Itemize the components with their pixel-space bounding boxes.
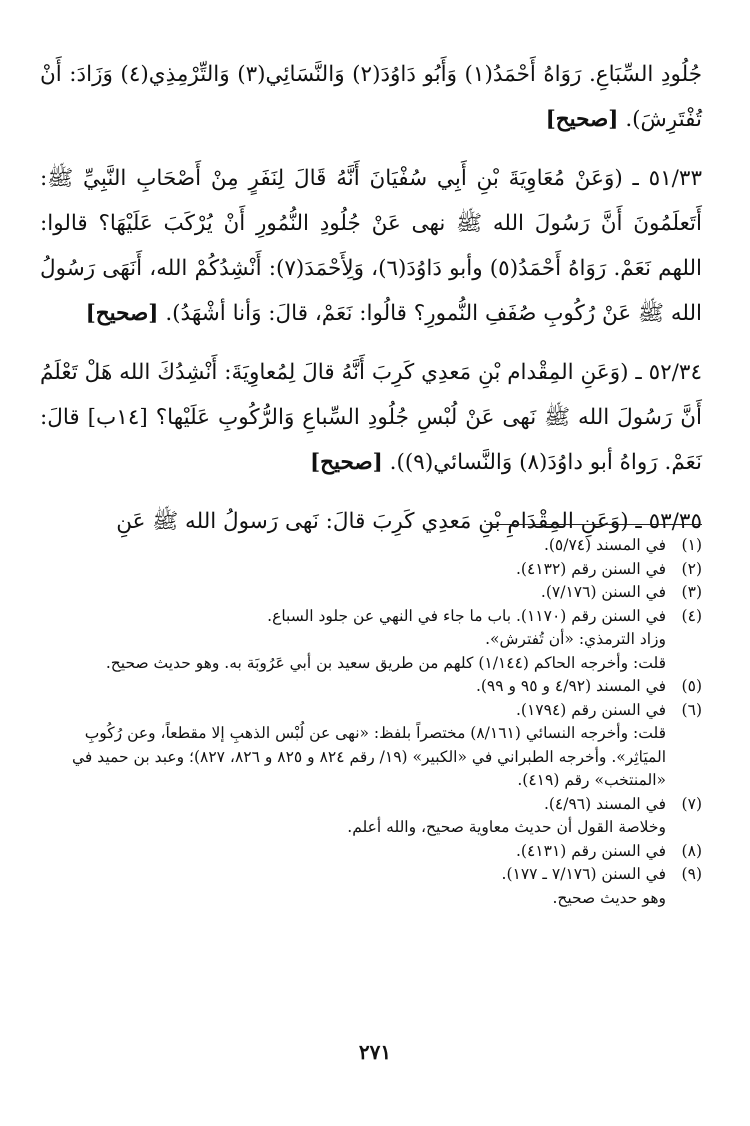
footnote-text bbox=[40, 699, 666, 723]
footnote-line: وهو حديث صحيح. bbox=[552, 888, 666, 907]
footnote-text bbox=[40, 558, 666, 582]
footnote-number: (٩) bbox=[681, 865, 702, 883]
paragraph-text: ٥٢/٣٤ ـ (وَعَنِ المِقْدام بْنِ مَعدِي كَرِبَ أَنَّهُ قالَ لِمُعاوِيَةَ: أَنْشِدُكَ الله هَلْ تَعْلَمُ أَنَّ رَسُولَ الله ﷺ نَهى عَنْ لُبْسِ جُلُودِ السِّباعِ وَالرُّكُوبِ عَلَيْها؟ [١٤ب] قالَ: نَعَمْ. رَواهُ أبو داوُدَ(٨) وَالنَّسائي(٩)). bbox=[40, 360, 703, 475]
footnote-text bbox=[40, 628, 666, 675]
footnote-text bbox=[40, 675, 666, 699]
footnote-text bbox=[40, 793, 666, 817]
footnote-number: (٧) bbox=[681, 794, 702, 813]
grade-label: [صحيح] bbox=[85, 301, 159, 326]
footnote-line: في السنن رقم (١١٧٠). باب ما جاء في النهي عن جلود السباع. bbox=[267, 606, 666, 625]
footnote-number: (٥) bbox=[681, 677, 702, 695]
footnote-number: (٣) bbox=[681, 583, 702, 601]
footnote bbox=[40, 699, 702, 723]
footnote-line: في المسند (٤/٩٢ و ٩٥ و ٩٩). bbox=[475, 677, 666, 695]
footnote-line: وزاد الترمذي: «أن تُفترش». bbox=[485, 630, 666, 648]
page-number: ٢٧١ bbox=[358, 1040, 392, 1064]
footnote-line: في السنن (٧/١٧٦ ـ ١٧٧). bbox=[501, 865, 666, 883]
footnote-divider bbox=[486, 524, 702, 525]
paragraph-text: جُلُودِ السِّبَاعِ. رَوَاهُ أَحْمَدُ(١) وَأَبُو دَاوُدَ(٢) وَالنَّسَائِي(٣) وَالتِّرْمِذِي(٤) وَزَادَ: أَنْ تُفْتَرِشَ). bbox=[40, 62, 702, 132]
footnote-text bbox=[40, 534, 666, 558]
footnote-text bbox=[40, 840, 666, 864]
footnote-text bbox=[40, 887, 666, 911]
footnote bbox=[40, 534, 702, 558]
paragraph-text: ٥٣/٣٥ ـ (وَعَنِ المِقْدَامِ بْنِ مَعدِي كَرِبَ قالَ: نَهى رَسولُ الله ﷺ عَنِ bbox=[116, 509, 702, 534]
footnote-text bbox=[40, 816, 666, 840]
paragraph-text: ٥١/٣٣ ـ (وَعَنْ مُعَاوِيَةَ بْنِ أَبِي سُفْيَانَ أَنَّهُ قَالَ لِنَفَرٍ مِنْ أَصْحَابِ النَّبِيِّ ﷺ: أَتَعلَمُونَ أَنَّ رَسُولَ الله ﷺ نهى عَنْ جُلُودِ النُّمُورِ أَنْ يُرْكَبَ عَلَيْهَا؟ قالوا: اللهم نَعَمْ. رَوَاهُ أَحْمَدُ(٥) وأبو دَاوُدَ(٦)، وَلِأَحْمَدَ(٧): أَنْشِدُكُمْ الله، أَنَهَى رَسُولُ الله ﷺ عَنْ رُكُوبِ صُفَفِ النُّمورِ؟ قالُوا: نَعَمْ، قالَ: وَأنا أشْهَدُ). bbox=[40, 166, 703, 326]
footnote bbox=[40, 722, 702, 793]
footnote bbox=[40, 863, 702, 887]
footnote-number: (٨) bbox=[681, 841, 702, 860]
footnote-line: في السنن رقم (١٧٩٤). bbox=[516, 700, 666, 719]
main-text bbox=[40, 52, 702, 544]
footnotes bbox=[40, 534, 702, 910]
footnote-line: في السنن (٧/١٧٦). bbox=[540, 583, 666, 601]
footnote bbox=[40, 840, 702, 864]
footnote bbox=[40, 675, 702, 699]
footnote-line: في المسند (٥/٧٤). bbox=[543, 536, 666, 554]
footnote-number: (٦) bbox=[681, 700, 702, 719]
footnote-text bbox=[40, 605, 666, 629]
footnote-text bbox=[40, 863, 666, 887]
footnote-line: في السنن رقم (٤١٣١). bbox=[516, 841, 666, 860]
footnote-text bbox=[40, 581, 666, 605]
footnote-number: (٢) bbox=[681, 559, 702, 578]
grade-label: [صحيح] bbox=[545, 107, 619, 132]
footnote-number: (٤) bbox=[681, 606, 702, 625]
footnote-line: في السنن رقم (٤١٣٢). bbox=[516, 559, 666, 578]
hadith-51 bbox=[40, 156, 702, 336]
paragraph-continuation bbox=[40, 52, 702, 142]
grade-label: [صحيح] bbox=[309, 450, 383, 475]
footnote-line: وخلاصة القول أن حديث معاوية صحيح، والله أعلم. bbox=[347, 818, 666, 836]
footnote bbox=[40, 793, 702, 817]
footnote bbox=[40, 816, 702, 840]
footnote bbox=[40, 605, 702, 629]
footnote-number: (١) bbox=[681, 536, 702, 554]
footnote bbox=[40, 581, 702, 605]
hadith-52 bbox=[40, 350, 702, 485]
footnote-text bbox=[40, 722, 666, 793]
footnote-line: في المسند (٤/٩٦). bbox=[543, 794, 666, 813]
footnote-line: قلت: وأخرجه النسائي (٨/١٦١) مختصراً بلفظ: «نهى عن لُبْس الذهبِ إلا مقطعاً، وعن رُكُوبِ الميَاثِر». وأخرجه الطبراني في «الكبير» (١٩/ رقم ٨٢٤ و ٨٢٥ و ٨٢٦، ٨٢٧)؛ وعبد بن حميد في «المنتخب» رقم (٤١٩). bbox=[71, 724, 666, 789]
footnote bbox=[40, 558, 702, 582]
footnote-line: قلت: وأخرجه الحاكم (١/١٤٤) كلهم من طريق سعيد بن أبي عَرُوبَة به. وهو حديث صحيح. bbox=[105, 653, 666, 672]
footnote bbox=[40, 628, 702, 675]
footnote bbox=[40, 887, 702, 911]
